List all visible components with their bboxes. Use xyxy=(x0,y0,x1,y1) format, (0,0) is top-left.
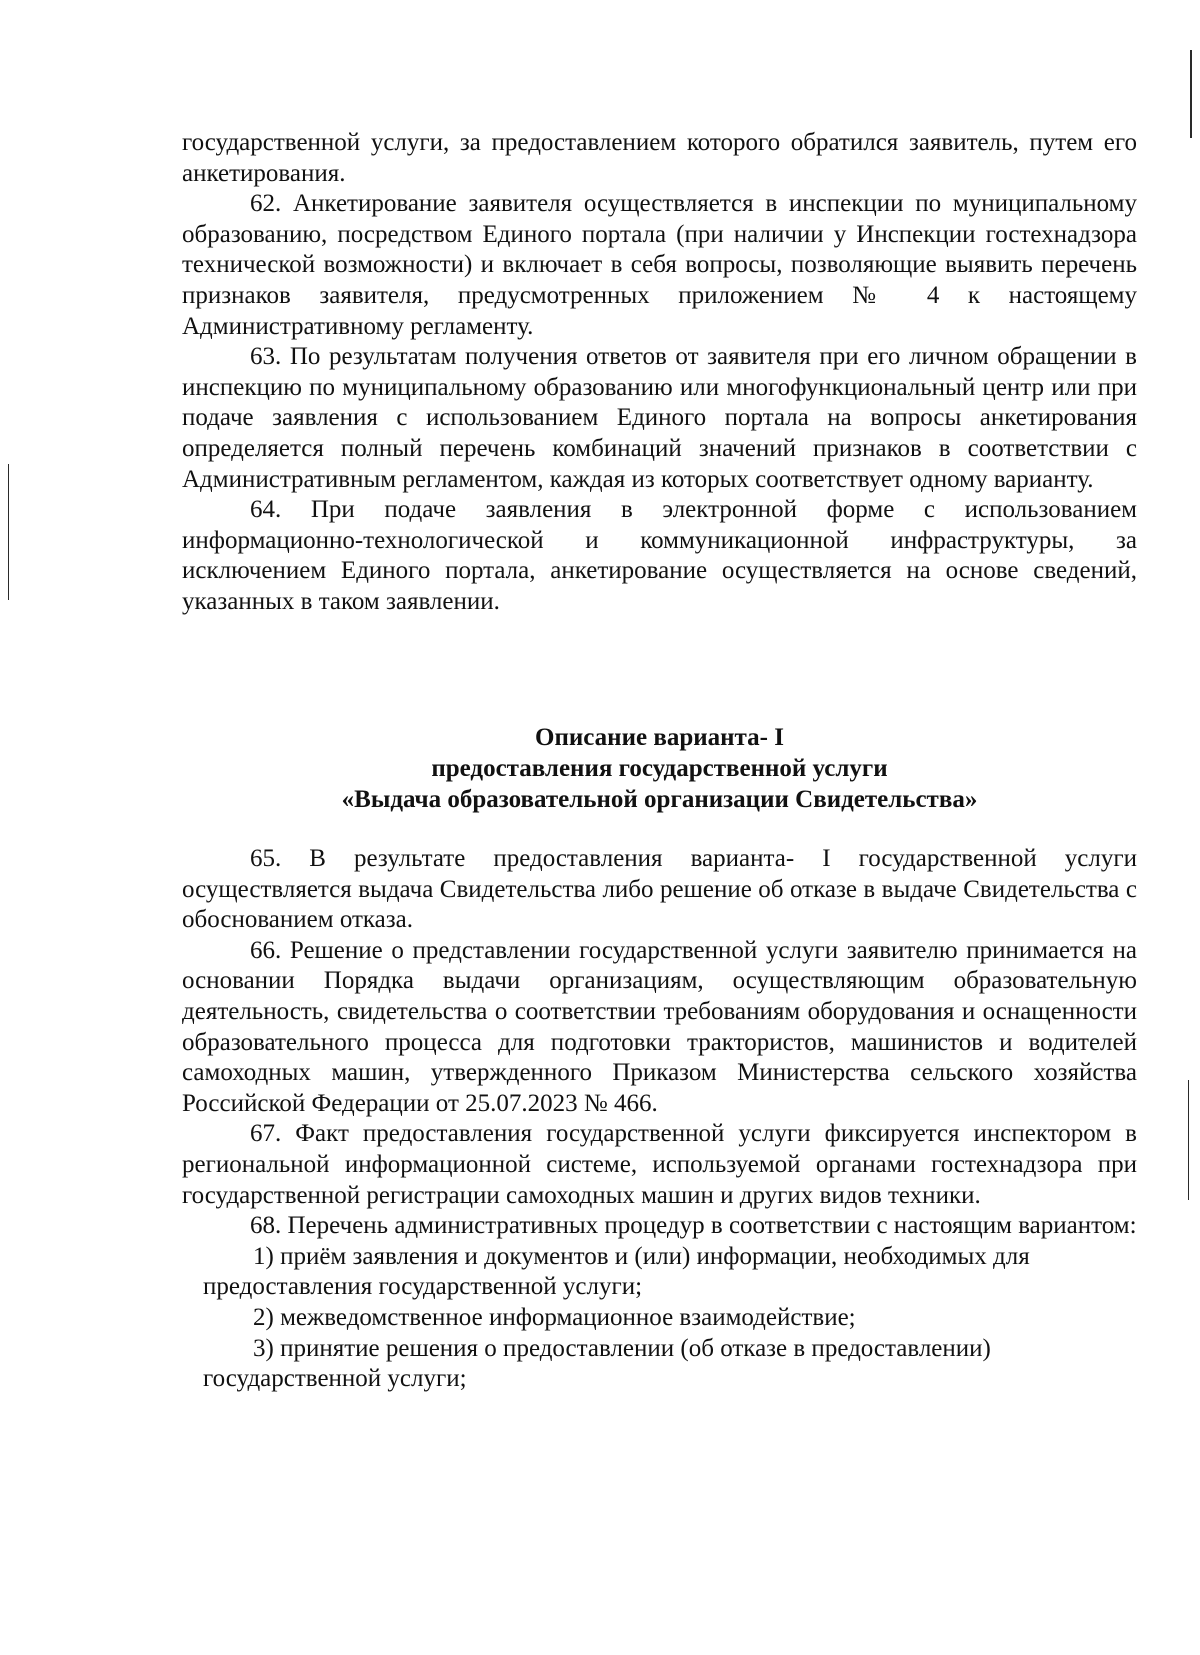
section-heading xyxy=(182,722,1137,815)
list-item: 3) принятие решения о предоставлении (об отказе в предоставлении) государственной услуги; xyxy=(203,1334,991,1393)
paragraph-63: 63. По результатам получения ответов от заявителя при его личном обращении в инспекцию по муниципальному образованию или многофункциональный центр или при подаче заявления с использованием Единого портала на вопросы анкетирования определяется полный перечень комбинаций значений признаков в соответствии с Административным регламентом, каждая из которых соответствует одному варианту. xyxy=(182,343,1137,493)
paragraph-67: 67. Факт предоставления государственной услуги фиксируется инспектором в региональной информационной системе, используемой органами гостехнадзора при государственной регистрации самоходных машин и других видов техники. xyxy=(182,1120,1137,1209)
paragraph-62: 62. Анкетирование заявителя осуществляется в инспекции по муниципальному образованию, посредством Единого портала (при наличии у Инспекции гостехнадзора технической возможности) и включает в себя вопросы, позволяющие выявить перечень признаков заявителя, предусмотренных приложением № 4 к настоящему Административному регламенту. xyxy=(182,190,1137,340)
heading-line-1: Описание варианта- I xyxy=(535,724,784,751)
paragraph-68: 68. Перечень административных процедур в соответствии с настоящим вариантом: xyxy=(250,1212,1137,1240)
scan-edge-mark-right-top xyxy=(1190,50,1192,138)
middle-text-block xyxy=(182,844,1137,1395)
list-item: 2) межведомственное информационное взаимодействие; xyxy=(253,1303,856,1331)
paragraph-64: 64. При подаче заявления в электронной форме с использованием информационно-технологической и коммуникационной инфраструктуры, за исключением Единого портала, анкетирование осуществляется на основе сведений, указанных в таком заявлении. xyxy=(182,496,1137,615)
paragraph-65: 65. В результате предоставления варианта- I государственной услуги осуществляется выдача Свидетельства либо решение об отказе в выдаче Свидетельства с обоснованием отказа. xyxy=(182,845,1137,934)
scan-edge-mark-right-middle xyxy=(1188,1080,1189,1200)
procedure-list xyxy=(203,1242,1137,1395)
scan-edge-mark-left xyxy=(8,464,9,600)
paragraph-66: 66. Решение о представлении государственной услуги заявителю принимается на основании Порядка выдачи организациям, осуществляющим образовательную деятельность, свидетельства о соответствии требованиям оборудования и оснащенности образовательного процесса для подготовки трактористов, машинистов и водителей самоходных машин, утвержденного Приказом Министерства сельского хозяйства Российской Федерации от 25.07.2023 № 466. xyxy=(182,936,1137,1117)
paragraph-continuation: государственной услуги, за предоставлением которого обратился заявитель, путем его анкетирования. xyxy=(182,129,1137,187)
heading-line-3: «Выдача образовательной организации Свидетельства» xyxy=(341,786,978,813)
list-item: 1) приём заявления и документов и (или) информации, необходимых для предоставления государственной услуги; xyxy=(203,1242,1030,1301)
heading-line-2: предоставления государственной услуги xyxy=(431,755,888,782)
top-text-block xyxy=(182,128,1137,618)
